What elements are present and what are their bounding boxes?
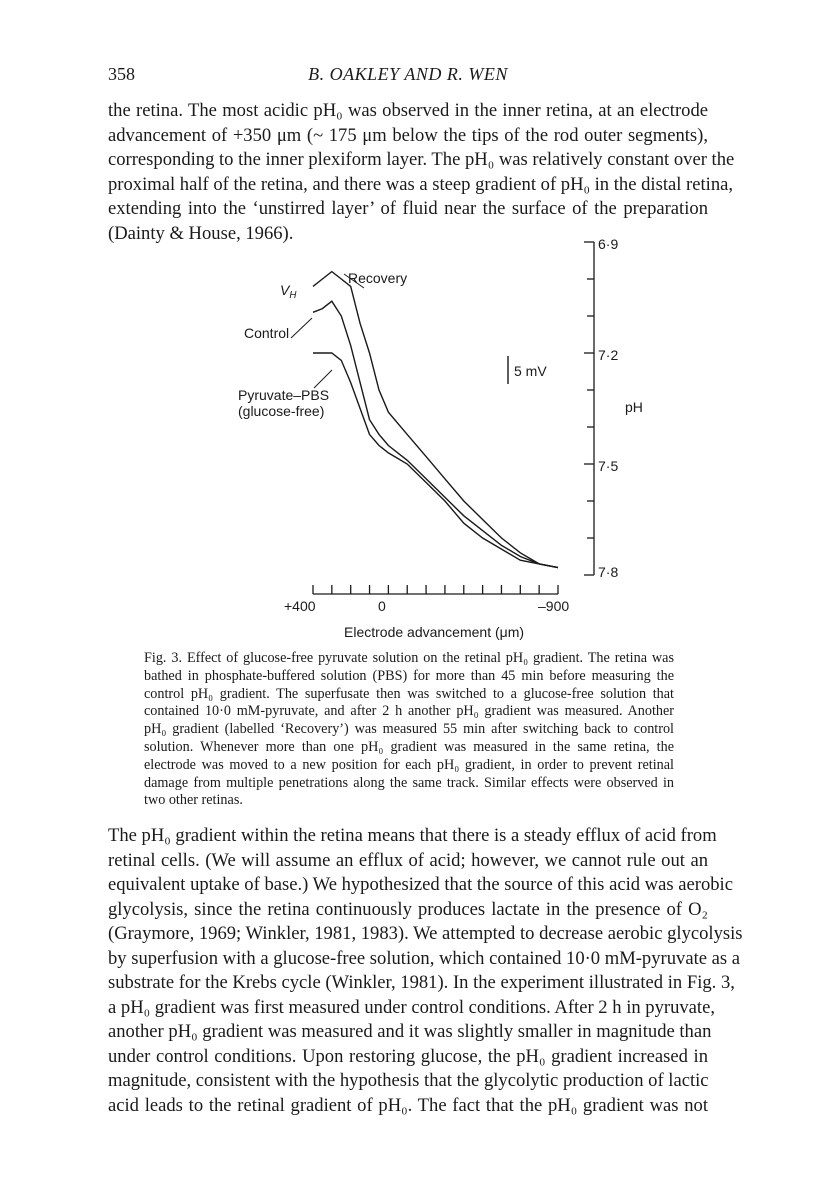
- trace-control: [313, 301, 558, 567]
- caption-line: contained 10·0 mM-pyruvate, and after 2 h another pH₀ gradient was measured. Another: [144, 703, 674, 720]
- paragraph-2: [108, 824, 743, 1118]
- text-line: by superfusion with a glucose-free solution, which contained 10·0 mM-pyruvate as a: [108, 947, 741, 969]
- figure-caption: [144, 650, 674, 810]
- scale-bar-label: 5 mV: [514, 363, 547, 379]
- pyruvate-pointer: [314, 370, 332, 388]
- ph-tick-label: 7·5: [598, 458, 619, 474]
- x-axis-label: Electrode advancement (μm): [344, 624, 525, 640]
- text-line: proximal half of the retina, and there was a steep gradient of pH₀ in the distal retina,: [108, 173, 734, 195]
- text-line: equivalent uptake of base.) We hypothesized that the source of this acid was aerobic: [108, 874, 733, 895]
- control-label: Control: [244, 325, 290, 341]
- text-line: (Dainty & House, 1966).: [108, 222, 294, 244]
- x-tick-label: +400: [284, 598, 316, 614]
- text-line: under control conditions. Upon restoring glucose, the pH₀ gradient increased in: [108, 1045, 708, 1067]
- text-line: corresponding to the inner plexiform layer. The pH₀ was relatively constant over the: [108, 149, 735, 170]
- trace-recovery: [313, 272, 558, 568]
- text-line: glycolysis, since the retina continuously produces lactate in the presence of O₂: [108, 898, 708, 920]
- glucose-free-label: (glucose-free): [238, 403, 325, 419]
- vh-label: $V_H$: [280, 282, 297, 301]
- figure-plot: [108, 232, 708, 642]
- x-tick-label: 0: [378, 598, 386, 614]
- ph-tick-label: 7·2: [598, 347, 619, 363]
- caption-line: electrode was moved to a new position for each pH₀ gradient, in order to prevent retinal: [144, 756, 674, 773]
- ph-axis: [584, 242, 594, 575]
- text-line: magnitude, consistent with the hypothesis that the glycolytic production of lactic: [108, 1070, 709, 1091]
- text-line: advancement of +350 μm (~ 175 μm below the tips of the rod outer segments),: [108, 124, 708, 146]
- caption-line: damage from multiple penetrations along the same track. Similar effects were observed in: [144, 774, 674, 791]
- caption-line: pH₀ gradient (labelled ‘Recovery’) was measured 55 min after switching back to control: [144, 721, 674, 738]
- x-axis: [313, 585, 558, 594]
- traces: [313, 272, 558, 568]
- text-line: retinal cells. (We will assume an efflux of acid; however, we cannot rule out an: [108, 849, 708, 871]
- caption-line: solution. Whenever more than one pH₀ gradient was measured in the same retina, the: [144, 738, 674, 755]
- text-line: another pH₀ gradient was measured and it was slightly smaller in magnitude than: [108, 1021, 712, 1042]
- caption-line: Fig. 3. Effect of glucose-free pyruvate solution on the retinal pH₀ gradient. The retina was: [144, 650, 674, 666]
- text-line: a pH₀ gradient was first measured under control conditions. After 2 h in pyruvate,: [108, 996, 716, 1018]
- caption-line: control pH₀ gradient. The superfusate then was switched to a glucose-free solution that: [144, 685, 674, 702]
- text-line: The pH₀ gradient within the retina means that there is a steady efflux of acid from: [108, 825, 717, 846]
- page-header: [108, 60, 708, 84]
- caption-line: two other retinas.: [144, 792, 243, 809]
- trace-pyruvate: [313, 353, 558, 568]
- running-head: B. OAKLEY AND R. WEN: [308, 64, 508, 84]
- text-line: the retina. The most acidic pH₀ was observed in the inner retina, at an electrode: [108, 100, 708, 121]
- ph-axis-label: pH: [625, 399, 643, 415]
- recovery-label: Recovery: [348, 270, 408, 286]
- text-line: extending into the ‘unstirred layer’ of fluid near the surface of the preparation: [108, 198, 708, 219]
- page-number: 358: [108, 64, 135, 84]
- x-tick-label: –900: [538, 598, 570, 614]
- text-line: acid leads to the retinal gradient of pH₀. The fact that the pH₀ gradient was not: [108, 1094, 708, 1116]
- text-line: substrate for the Krebs cycle (Winkler, 1981). In the experiment illustrated in Fig. 3,: [108, 972, 735, 993]
- control-pointer: [291, 318, 312, 338]
- ph-tick-label: 7·8: [598, 564, 619, 580]
- text-line: (Graymore, 1969; Winkler, 1981, 1983). We attempted to decrease aerobic glycolysis: [108, 923, 743, 944]
- paragraph-1: [108, 99, 735, 246]
- pyruvate-label: Pyruvate–PBS: [238, 387, 330, 403]
- figure-3: [108, 232, 708, 642]
- ph-tick-label: 6·9: [598, 236, 619, 252]
- caption-line: bathed in phosphate-buffered solution (PBS) for more than 45 min before measuring the: [144, 667, 674, 684]
